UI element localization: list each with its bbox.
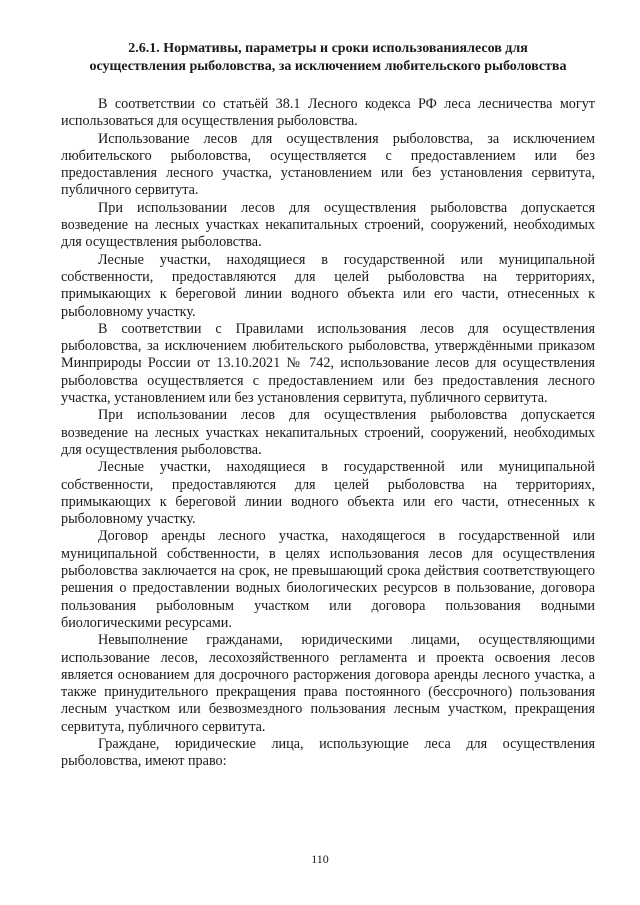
paragraph: В соответствии со статьёй 38.1 Лесного кодекса РФ леса лесничества могут использоваться для осуществления рыболовства. <box>61 96 595 130</box>
paragraph: Граждане, юридические лица, использующие леса для осуществления рыболовства, имеют право: <box>61 735 595 770</box>
paragraph: При использовании лесов для осуществления рыболовства допускается возведение на лесных участках некапитальных строений, сооружений, необходимых для осуществления рыболовства. <box>61 407 595 458</box>
paragraph: Договор аренды лесного участка, находящегося в государственной или муниципальной собственности, в целях использования лесов для осуществления рыболовства заключается на срок, не превышающий срока действия соответствующего решения о предоставлении водных биологических ресурсов в пользование, договора пользования рыболовным участком или договора пользования водными биологическими ресурсами. <box>61 528 595 631</box>
body-text <box>61 96 595 771</box>
paragraph: Невыполнение гражданами, юридическими лицами, осуществляющими использование лесов, лесохозяйственного регламента и проекта освоения лесов является основанием для досрочного расторжения договора аренды лесного участка, а также принудительного прекращения права постоянного (бессрочного) пользования лесным участком или безвозмездного пользования лесным участком, прекращения сервитута, публичного сервитута. <box>61 632 595 735</box>
paragraph: Использование лесов для осуществления рыболовства, за исключением любительского рыболовства, осуществляется с предоставлением или без предоставления лесного участка, установлением или без установления сервитута, публичного сервитута. <box>61 130 595 199</box>
document-page <box>61 40 595 771</box>
paragraph: При использовании лесов для осуществления рыболовства допускается возведение на лесных участках некапитальных строений, сооружений, необходимых для осуществления рыболовства. <box>61 199 595 251</box>
paragraph: Лесные участки, находящиеся в государственной или муниципальной собственности, предоставляются для целей рыболовства на территориях, примыкающих к береговой линии водного объекта или его части, отнесенных к рыболовному участку. <box>61 459 595 528</box>
page-number: 110 <box>311 852 329 866</box>
section-heading <box>61 40 595 76</box>
paragraph: В соответствии с Правилами использования лесов для осуществления рыболовства, за исключением любительского рыболовства, утверждёнными приказом Минприроды России от 13.10.2021 № 742, использование лесов для осуществления рыболовства осуществляется с предоставлением или без предоставления лесного участка, установлением или без установления сервитута, публичного сервитута. <box>61 320 595 407</box>
section-heading-line-2: осуществления рыболовства, за исключением любительского рыболовства <box>89 59 567 74</box>
paragraph: Лесные участки, находящиеся в государственной или муниципальной собственности, предоставляются для целей рыболовства на территориях, примыкающих к береговой линии водного объекта или его части, отнесенных к рыболовному участку. <box>61 251 595 320</box>
section-heading-line-1: 2.6.1. Нормативы, параметры и сроки использованиялесов для <box>128 41 528 56</box>
